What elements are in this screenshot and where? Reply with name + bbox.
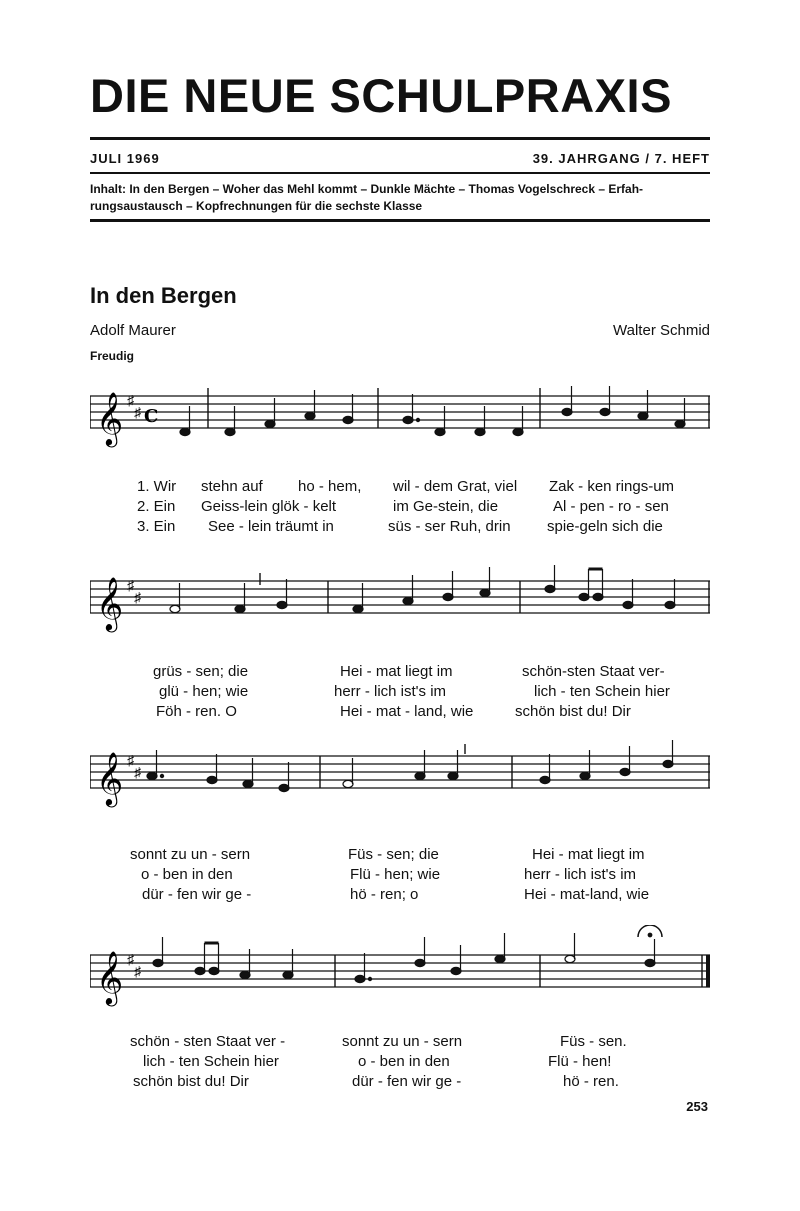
- sharp-f-icon: ♯: [127, 392, 134, 408]
- journal-title: DIE NEUE SCHULPRAXIS: [90, 69, 672, 122]
- music-staff-3: [90, 740, 710, 830]
- lyric-s2-v1-3: schön-sten Staat ver-: [522, 663, 665, 680]
- lyric-s2-v2-1: glü - hen; wie: [159, 683, 249, 700]
- lyric-s4-v1-3: Füs - sen.: [560, 1033, 627, 1050]
- common-time-icon: C: [144, 406, 159, 427]
- treble-clef-icon: 𝄞: [96, 391, 124, 445]
- lyric-s1-v2-1: 2. Ein: [137, 498, 176, 515]
- lyric-s3-v1-1: sonnt zu un - sern: [130, 846, 251, 863]
- lyric-s2-v2-2: herr - lich ist's im: [334, 683, 447, 700]
- staff-lines: [90, 955, 710, 987]
- sharp-f-icon: ♯: [127, 752, 134, 768]
- sharp-c-icon: ♯: [134, 963, 141, 979]
- lyric-s4-v2-2: o - ben in den: [358, 1053, 450, 1070]
- composer: Walter Schmid: [613, 322, 710, 339]
- lyric-s4-v2-1: lich - ten Schein hier: [143, 1053, 279, 1070]
- music-staff-2: [90, 565, 710, 655]
- lyric-s1-v2-5: Al - pen - ro - sen: [553, 498, 669, 515]
- lyric-s4-v3-1: schön bist du! Dir: [133, 1073, 249, 1090]
- lyric-s4-v1-2: sonnt zu un - sern: [342, 1033, 463, 1050]
- treble-clef-icon: 𝄞: [96, 576, 124, 630]
- sharp-c-icon: ♯: [134, 404, 141, 420]
- lyric-s3-v1-2: Füs - sen; die: [348, 846, 439, 863]
- notes-system-4: [153, 925, 708, 987]
- treble-clef-icon: 𝄞: [96, 751, 124, 805]
- lyric-s3-v2-2: Flü - hen; wie: [350, 866, 441, 883]
- lyric-s2-v1-1: grüs - sen; die: [153, 663, 249, 680]
- song-title: In den Bergen: [90, 283, 237, 308]
- lyric-s3-v3-2: hö - ren; o: [350, 886, 419, 903]
- staff-lines: [90, 581, 710, 613]
- header-rule-top: [90, 137, 710, 140]
- header-rule-mid: [90, 172, 710, 174]
- notes-system-3: [147, 740, 709, 792]
- sharp-c-icon: ♯: [134, 764, 141, 780]
- issue-volume: 39. JAHRGANG / 7. HEFT: [532, 151, 710, 166]
- lyric-s1-v1-3: ho - hem,: [298, 478, 362, 495]
- lyric-s3-v1-3: Hei - mat liegt im: [532, 846, 645, 863]
- lyric-s4-v3-2: dür - fen wir ge -: [352, 1073, 462, 1090]
- lyric-s2-v3-1: Föh - ren. O: [156, 703, 237, 720]
- lyric-s2-v3-2: Hei - mat - land, wie: [340, 703, 474, 720]
- header-rule-bottom: [90, 219, 710, 222]
- lyric-s4-v3-3: hö - ren.: [563, 1073, 619, 1090]
- lyric-s1-v1-4: wil - dem Grat, viel: [393, 478, 518, 495]
- lyric-s1-v2-4: im Ge-stein, die: [393, 498, 499, 515]
- lyric-s1-v3-5: spie-geln sich die: [547, 518, 663, 535]
- lyric-s4-v1-1: schön - sten Staat ver -: [130, 1033, 286, 1050]
- lyric-s1-v1-1: 1. Wir: [137, 478, 177, 495]
- lyricist: Adolf Maurer: [90, 322, 176, 339]
- sharp-f-icon: ♯: [127, 577, 134, 593]
- lyric-s3-v2-1: o - ben in den: [141, 866, 233, 883]
- lyric-s1-v3-1: 3. Ein: [137, 518, 176, 535]
- lyric-s4-v2-3: Flü - hen!: [548, 1053, 612, 1070]
- page-number: 253: [686, 1099, 708, 1114]
- lyric-s1-v2-2: Geiss-lein glök - kelt: [201, 498, 337, 515]
- lyric-s2-v2-3: lich - ten Schein hier: [534, 683, 670, 700]
- lyric-s1-v3-4: süs - ser Ruh, drin: [388, 518, 511, 535]
- staff-lines: [90, 756, 710, 788]
- contents-line-1: Inhalt: In den Bergen – Woher das Mehl kommt – Dunkle Mächte – Thomas Vogelschreck – Erfah-: [90, 182, 644, 196]
- issue-date: JULI 1969: [90, 151, 160, 166]
- staff-lines: [90, 396, 710, 428]
- lyric-s1-v1-5: Zak - ken rings-um: [549, 478, 675, 495]
- lyric-s1-v3-2: See - lein träumt in: [208, 518, 334, 535]
- lyric-s3-v3-1: dür - fen wir ge -: [142, 886, 252, 903]
- lyric-s3-v3-3: Hei - mat-land, wie: [524, 886, 650, 903]
- sharp-f-icon: ♯: [127, 951, 134, 967]
- music-staff-4: [90, 925, 710, 1015]
- sharp-c-icon: ♯: [134, 589, 141, 605]
- lyric-s2-v1-2: Hei - mat liegt im: [340, 663, 453, 680]
- treble-clef-icon: 𝄞: [96, 950, 124, 1004]
- lyric-s3-v2-3: herr - lich ist's im: [524, 866, 637, 883]
- lyric-s1-v1-2: stehn auf: [201, 478, 263, 495]
- table-of-contents: [90, 181, 710, 215]
- music-staff-1: [90, 380, 710, 470]
- lyric-s2-v3-3: schön bist du! Dir: [515, 703, 631, 720]
- tempo-marking: Freudig: [90, 349, 134, 363]
- contents-line-2: rungsaustausch – Kopfrechnungen für die sechste Klasse: [90, 199, 423, 213]
